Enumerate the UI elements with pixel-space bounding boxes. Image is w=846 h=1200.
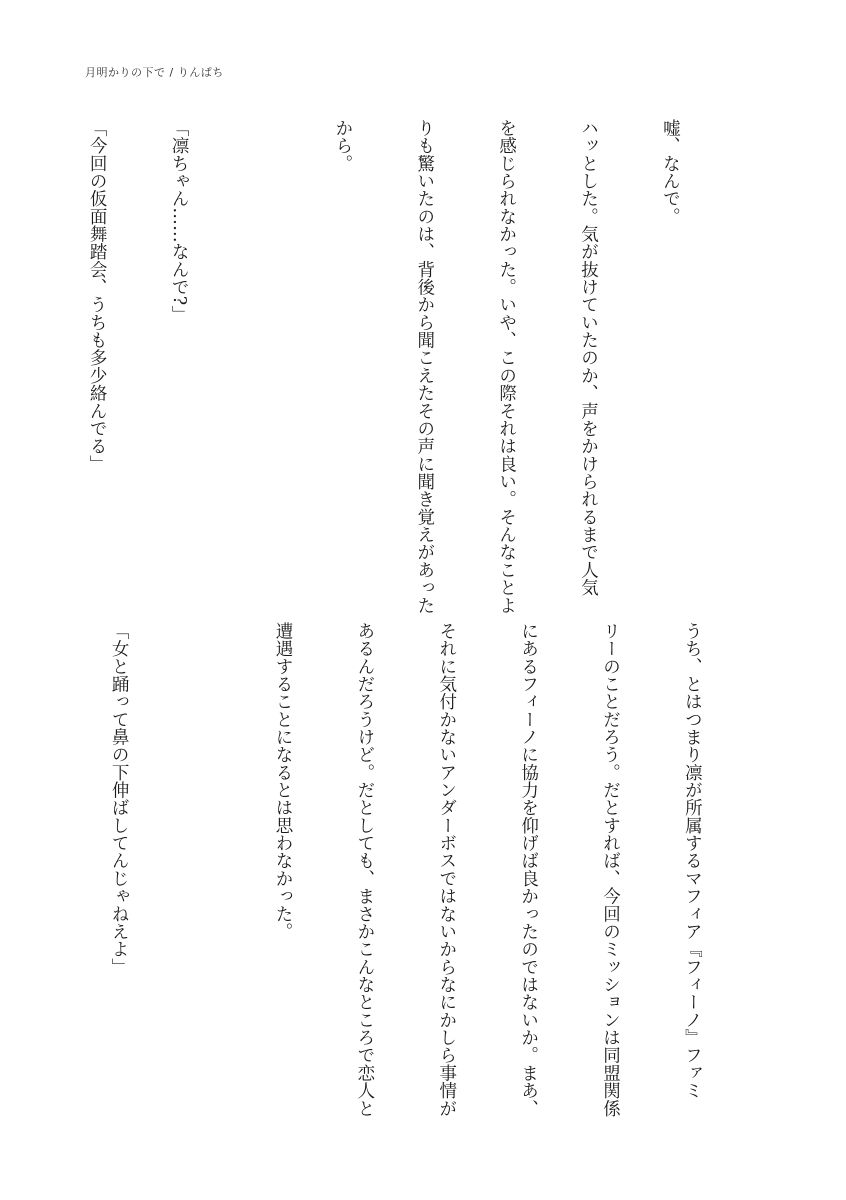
text-line: 嘘、なんで。 (660, 119, 681, 226)
blank-line (247, 119, 274, 599)
blank-line (23, 622, 50, 1112)
text-line: ハッとした。気が抜けていたのか、声をかけられるまで人気 (578, 119, 599, 597)
text-line: 遭遇することになるとは思わなかった。 (272, 622, 293, 941)
text-line: りも驚いたのは、背後から聞こえたその声に聞き覚えがあった (414, 119, 435, 615)
text-line: それに気付かないアンダーボスではないからなにかしら事情が (436, 622, 457, 1118)
dialogue-line: 「凛ちゃん……なんで?」 (169, 119, 190, 324)
text-line: うち、とはつまり凛が所属するマフィア『フィーノ』ファミ (682, 622, 703, 1100)
text-line: あるんだろうけど。だとしても、まさかこんなところで恋人と (354, 622, 375, 1118)
text-line: から。 (332, 119, 353, 173)
text-line: にあるフィーノに協力を仰げば良かったのではないか。まあ、 (518, 622, 539, 1118)
lower-text-block (0, 622, 760, 1118)
running-header: 月明かりの下で / りんぱち (85, 66, 224, 79)
dialogue-line: 「女と踊って鼻の下伸ばしてんじゃねえよ」 (109, 622, 130, 976)
text-line: リーのことだろう。だとすれば、今回のミッションは同盟関係 (600, 622, 621, 1118)
upper-text-block (0, 119, 738, 615)
blank-line (1, 119, 28, 599)
text-line: を感じられなかった。いや、この際それは良い。そんなことよ (496, 119, 517, 615)
blank-line (187, 622, 214, 1112)
dialogue-line: 「今回の仮面舞踏会、うちも多少絡んでる」 (87, 119, 108, 473)
